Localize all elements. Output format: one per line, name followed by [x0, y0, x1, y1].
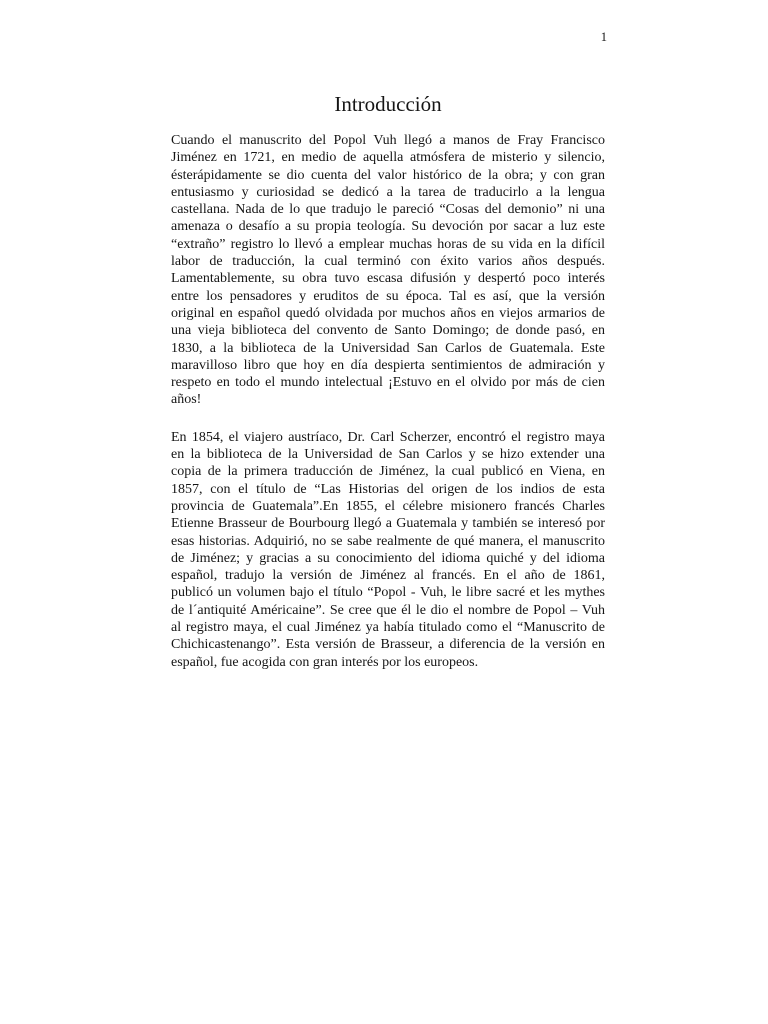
text-line: castellana. Nada de lo que tradujo le pareció “Cosas del demonio” ni una [171, 202, 605, 218]
text-line: original en español quedó olvidada por muchos años en viejos armarios de [171, 305, 605, 321]
text-line: Etienne Brasseur de Bourbourg llegó a Guatemala y también se interesó por [171, 516, 605, 532]
text-line: labor de traducción, la cual terminó con éxito varios años después. [171, 254, 605, 270]
text-line: publicó un volumen bajo el título “Popol - Vuh, le libre sacré et les mythes [171, 585, 605, 601]
text-line: entusiasmo y curiosidad se dedicó a la tarea de traducirlo a la lengua [171, 184, 605, 200]
text-line: respeto en todo el mundo intelectual ¡Estuvo en el olvido por más de cien [171, 375, 605, 391]
paragraph-1 [171, 132, 605, 409]
text-line: Jiménez en 1721, en medio de aquella atmósfera de misterio y silencio, [171, 150, 605, 166]
text-line: 1857, con el título de “Las Historias del origen de los indios de esta [171, 481, 605, 497]
text-line: copia de la primera traducción de Jiménez, la cual publicó en Viena, en [171, 464, 605, 480]
text-line: ésterápidamente se dio cuenta del valor histórico de la obra; y con gran [171, 167, 605, 183]
text-line: maravilloso libro que hoy en día despierta sentimientos de admiración y [171, 357, 605, 373]
text-line: esas historias. Adquirió, no se sabe realmente de qué manera, el manuscrito [171, 533, 605, 549]
text-line: de l´antiquité Américaine”. Se cree que él le dio el nombre de Popol – Vuh [171, 602, 605, 618]
text-line: de Jiménez; y gracias a su conocimiento del idioma quiché y del idioma [171, 550, 605, 566]
text-line: provincia de Guatemala”.En 1855, el célebre misionero francés Charles [171, 498, 605, 514]
text-line: En 1854, el viajero austríaco, Dr. Carl Scherzer, encontró el registro maya [171, 429, 605, 445]
text-line: “extraño” registro lo llevó a emplear muchas horas de su vida en la difícil [171, 236, 605, 252]
page-title: Introducción [334, 92, 442, 116]
text-line: español, fue acogida con gran interés por los europeos. [171, 654, 479, 670]
text-line: Chichicastenango”. Esta versión de Brasseur, a diferencia de la versión en [171, 637, 605, 653]
text-line: años! [171, 392, 202, 408]
text-line: 1830, a la biblioteca de la Universidad San Carlos de Guatemala. Este [171, 340, 605, 356]
text-line: Cuando el manuscrito del Popol Vuh llegó a manos de Fray Francisco [171, 133, 605, 148]
text-line: en la biblioteca de la Universidad de San Carlos y se hizo extender una [171, 447, 605, 463]
text-line: entre los pensadores y eruditos de su época. Tal es así, que la versión [171, 288, 605, 304]
text-line: al registro maya, el cual Jiménez ya había titulado como el “Manuscrito de [171, 620, 605, 636]
document-body [171, 132, 605, 691]
page-number: 1 [600, 30, 607, 44]
text-line: amenaza o desafío a su propia teología. Su devoción por sacar a luz este [171, 219, 605, 235]
paragraph-2 [171, 429, 605, 671]
text-line: Lamentablemente, su obra tuvo escasa difusión y despertó poco interés [171, 271, 605, 287]
text-line: una vieja biblioteca del convento de Santo Domingo; de donde pasó, en [171, 323, 605, 339]
text-line: español, tradujo la versión de Jiménez al francés. En el año de 1861, [171, 568, 605, 584]
